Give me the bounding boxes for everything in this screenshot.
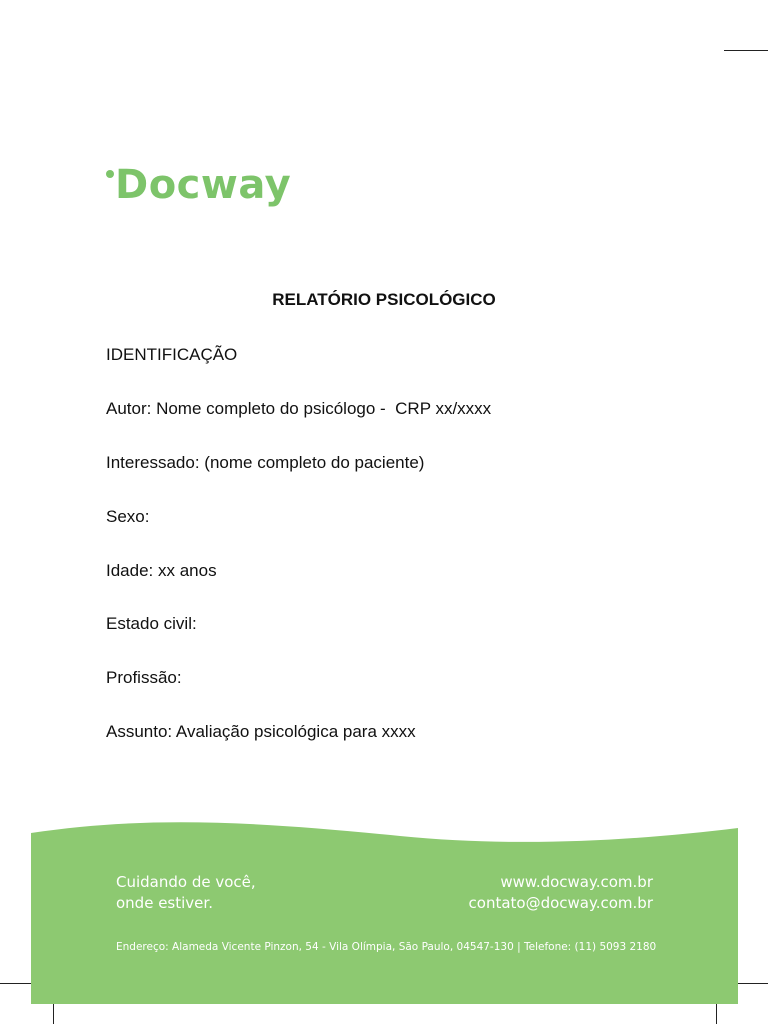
footer-slogan-line2: onde estiver. (116, 894, 213, 912)
logo-text: Docway (115, 162, 292, 208)
field-autor: Autor: Nome completo do psicólogo - CRP xx/xxxx (106, 399, 492, 418)
footer-slogan-line1: Cuidando de você, (116, 873, 256, 891)
document-title: RELATÓRIO PSICOLÓGICO (272, 290, 496, 309)
footer-address: Endereço: Alameda Vicente Pinzon, 54 - Vila Olímpia, São Paulo, 04547-130 | Telefone: (11) 5093 2180 (116, 941, 657, 953)
field-profissao: Profissão: (106, 668, 182, 687)
field-interessado: Interessado: (nome completo do paciente) (106, 453, 425, 472)
field-estado-civil: Estado civil: (106, 614, 197, 633)
field-sexo: Sexo: (106, 507, 150, 526)
field-idade: Idade: xx anos (106, 561, 217, 580)
field-assunto: Assunto: Avaliação psicológica para xxxx (106, 722, 416, 741)
footer-website-link[interactable]: www.docway.com.br (500, 873, 653, 891)
footer-email-link[interactable]: contato@docway.com.br (468, 894, 653, 912)
section-heading: IDENTIFICAÇÃO (106, 345, 238, 364)
